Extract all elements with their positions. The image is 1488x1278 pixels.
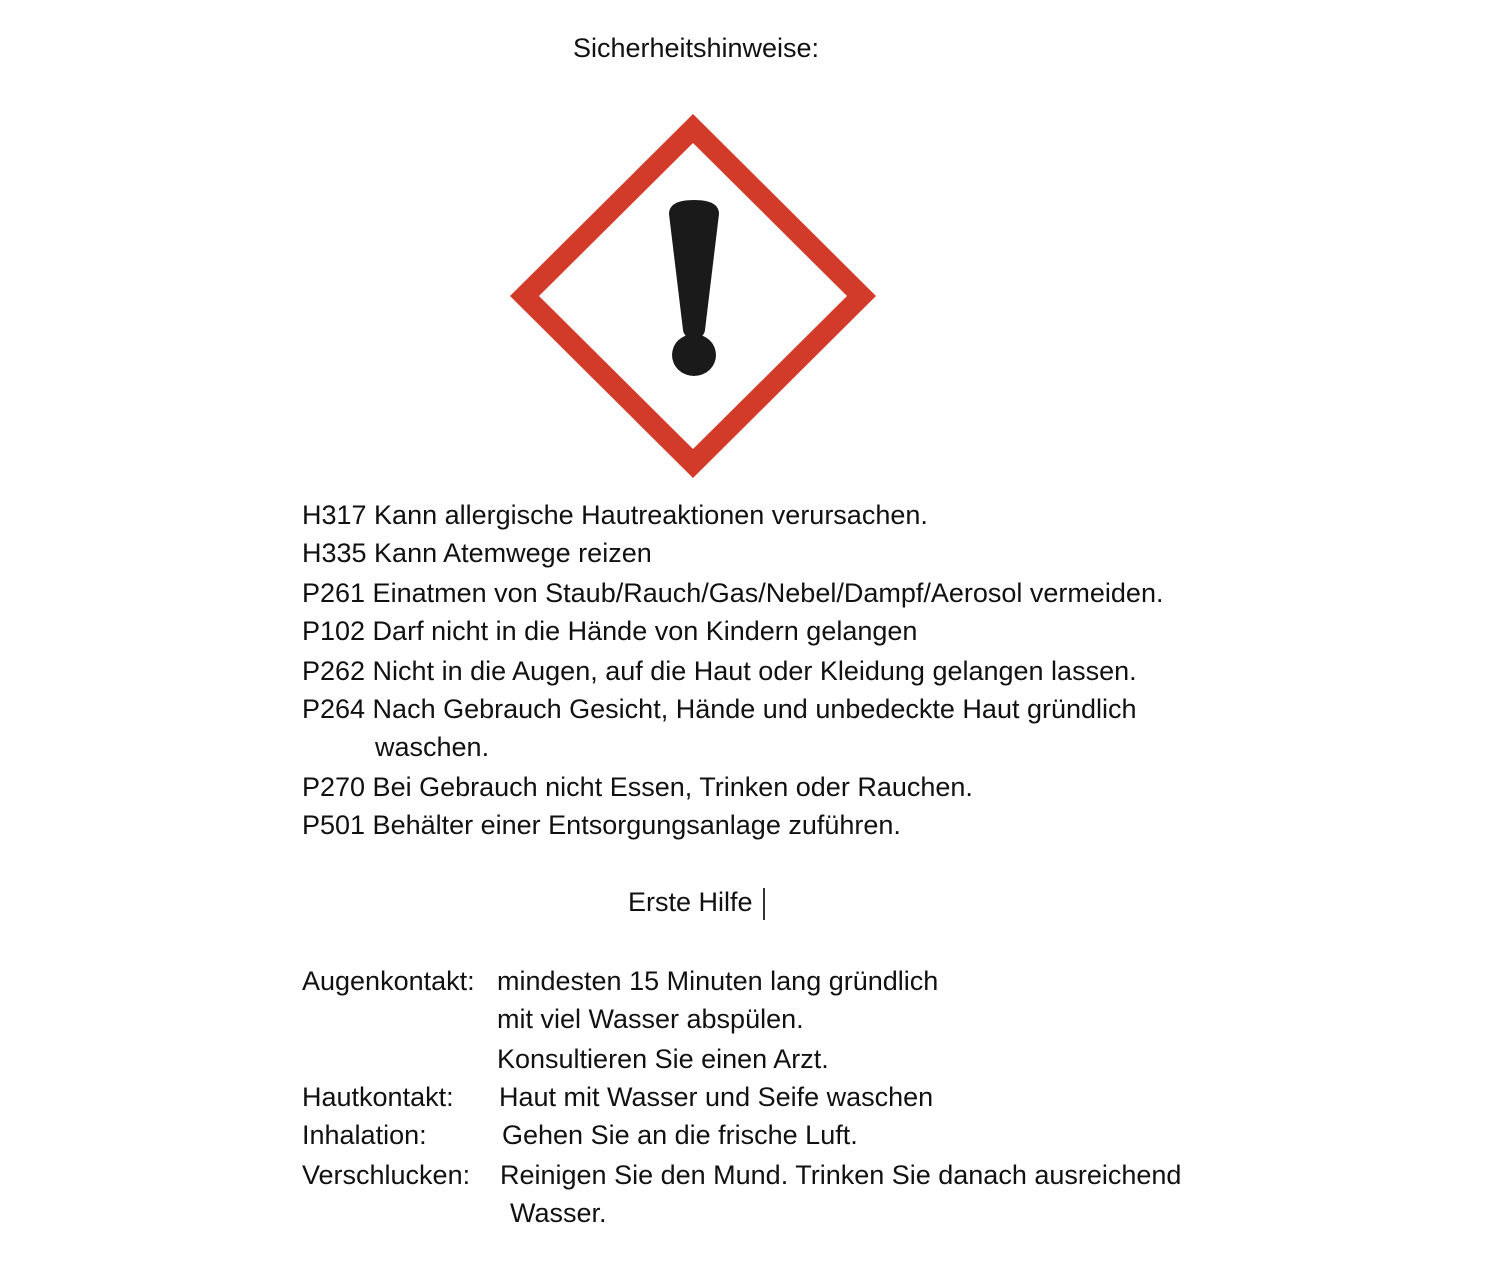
first-aid-text-inhalation: Gehen Sie an die frische Luft. bbox=[502, 1120, 858, 1150]
precaution-statement-p264-continued: waschen. bbox=[375, 732, 490, 762]
text-cursor[interactable] bbox=[763, 888, 765, 920]
hazard-statement-h317: H317 Kann allergische Hautreaktionen verursachen. bbox=[302, 500, 928, 530]
precaution-statement-p270: P270 Bei Gebrauch nicht Essen, Trinken oder Rauchen. bbox=[302, 772, 973, 802]
precaution-statement-p261: P261 Einatmen von Staub/Rauch/Gas/Nebel/Dampf/Aerosol vermeiden. bbox=[302, 578, 1164, 608]
hazard-statement-h335: H335 Kann Atemwege reizen bbox=[302, 538, 652, 568]
first-aid-label-eye-contact: Augenkontakt: bbox=[302, 966, 475, 996]
first-aid-text-eye-contact-2: mit viel Wasser abspülen. bbox=[497, 1004, 804, 1034]
first-aid-label-ingestion: Verschlucken: bbox=[302, 1160, 471, 1190]
first-aid-text-ingestion: Reinigen Sie den Mund. Trinken Sie danach ausreichend bbox=[500, 1160, 1182, 1190]
precaution-statement-p102: P102 Darf nicht in die Hände von Kindern gelangen bbox=[302, 616, 918, 646]
precaution-statement-p264: P264 Nach Gebrauch Gesicht, Hände und unbedeckte Haut gründlich bbox=[302, 694, 1137, 724]
first-aid-label-inhalation: Inhalation: bbox=[302, 1120, 427, 1150]
first-aid-heading: Erste Hilfe bbox=[628, 887, 753, 917]
precaution-statement-p262: P262 Nicht in die Augen, auf die Haut oder Kleidung gelangen lassen. bbox=[302, 656, 1137, 686]
safety-title: Sicherheitshinweise: bbox=[572, 33, 820, 63]
first-aid-text-ingestion-2: Wasser. bbox=[510, 1198, 607, 1228]
first-aid-text-eye-contact-3: Konsultieren Sie einen Arzt. bbox=[497, 1044, 829, 1074]
first-aid-label-skin-contact: Hautkontakt: bbox=[302, 1082, 454, 1112]
precaution-statement-p501: P501 Behälter einer Entsorgungsanlage zuführen. bbox=[302, 810, 901, 840]
first-aid-text-skin-contact: Haut mit Wasser und Seife waschen bbox=[499, 1082, 934, 1112]
exclamation-mark-hazard-icon bbox=[508, 112, 878, 480]
first-aid-text-eye-contact: mindesten 15 Minuten lang gründlich bbox=[497, 966, 939, 996]
